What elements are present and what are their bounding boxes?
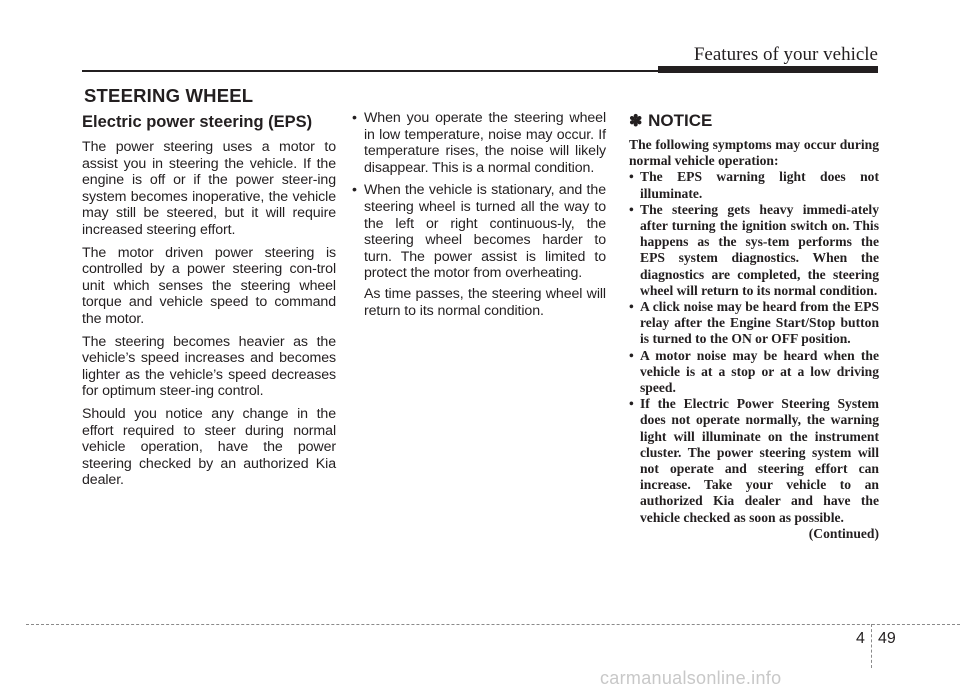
list-item [629,169,879,201]
bullet-icon: • [629,169,634,185]
paragraph: The steering becomes heavier as the vehicle’s speed increases and becomes lighter as the vehicle’s speed decreases for optimum steer-ing control. [82,333,336,400]
section-title: STEERING WHEEL [84,85,254,106]
footer-rule [26,624,960,625]
chapter-number: 4 [856,630,865,647]
subheading-eps: Electric power steering (EPS) [82,113,313,131]
middle-column [352,110,606,319]
continuation-paragraph: As time passes, the steering wheel will return to its normal condition. [364,285,606,319]
list-item [629,396,879,526]
bullet-list [352,110,606,282]
list-item [352,110,606,176]
list-item-text: A click noise may be heard from the EPS relay after the Engine Start/Stop button is turned to the ON or OFF position. [640,299,879,347]
list-item [352,182,606,282]
bullet-icon: • [352,110,357,126]
list-item [629,202,879,299]
list-item [629,348,879,397]
notice-intro: The following symptoms may occur during normal vehicle operation: [629,137,879,169]
notice-title: NOTICE [648,111,713,130]
bullet-icon: • [629,347,634,363]
running-header: Features of your vehicle [693,44,878,65]
page-number-divider [871,624,872,668]
page-number: 49 [878,630,896,647]
bullet-icon: • [352,182,357,199]
notice-list [629,169,879,525]
bullet-icon: • [629,299,634,315]
paragraph: The power steering uses a motor to assist you in steering the vehicle. If the engine is off or if the power steer-ing system becomes inoperative, the vehicle may still be steered, but it will require increased steering effort. [82,139,336,238]
list-item-text: When you operate the steering wheel in low temperature, noise may occur. If temperature rises, the noise will likely disappear. This is a normal condition. [364,110,606,176]
header-bar [658,66,878,73]
list-item-text: When the vehicle is stationary, and the steering wheel is turned all the way to the left or right continuous-ly, the steering wheel becomes harder to turn. The power assist is limited to protect the motor from overheating. [364,182,606,282]
list-item-text: The steering gets heavy immedi-ately after turning the ignition switch on. This happens as the sys-tem performs the EPS system diagnostics. When the diagnostics are completed, the steering wheel will return to its normal condition. [640,201,879,298]
list-item-text: The EPS warning light does not illuminate. [640,169,879,201]
watermark: carmanualsonline.info [600,668,782,688]
header-rule [82,70,658,72]
paragraph: Should you notice any change in the effort required to steer during normal vehicle operation, have the power steering checked by an authorized Kia dealer. [82,405,336,489]
list-item-text: If the Electric Power Steering System does not operate normally, the warning light will illuminate on the instrument cluster. The power steering system will not operate and steering effort can increase. Take your vehicle to an authorized Kia dealer and have the vehicle checked as soon as possible. [640,396,879,525]
bullet-icon: • [629,396,634,412]
notice-heading [629,111,879,131]
notice-star-icon: ✽ [629,113,643,130]
bullet-icon: • [629,201,634,217]
continued-label: (Continued) [808,525,879,541]
paragraph: The motor driven power steering is controlled by a power steering con-trol unit which senses the steering wheel torque and vehicle speed to command the motor. [82,244,336,327]
left-column [82,110,336,495]
list-item [629,299,879,348]
list-item-text: A motor noise may be heard when the vehicle is at a stop or at a low driving speed. [640,347,879,396]
notice-column [629,110,879,542]
